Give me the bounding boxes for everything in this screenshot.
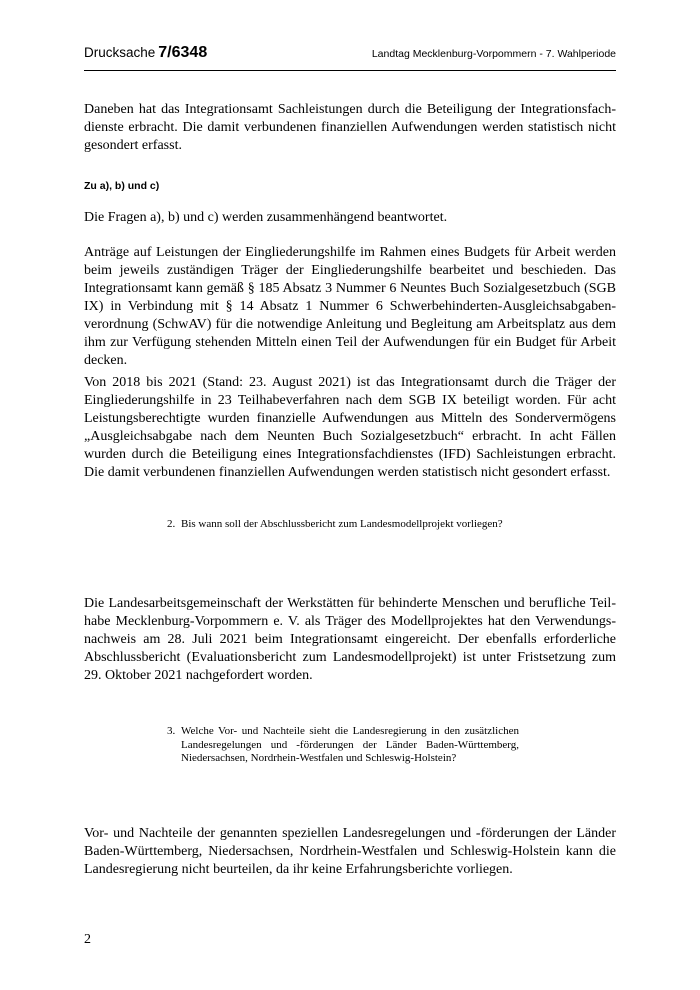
statistics-paragraph: Von 2018 bis 2021 (Stand: 23. August 2021) ist das Integrationsamt durch die Träger der Eingliederungshilfe in 23 Teilhabeverfahren nach dem SGB IX beteiligt worden. Für acht Leistungsberechtigte wurden finanzielle Aufwendungen aus Mitteln des Sondervermögens „Ausgleichsabgabe nach dem Neunten Buch Sozialgesetzbuch“ erbracht. In acht Fällen wurden durch die Beteiligung eines Integrationsfachdienstes (IFD) Sachleistungen erbracht. Die damit verbundenen finanziellen Aufwendungen werden statistisch nicht gesondert erfasst. bbox=[84, 375, 616, 480]
question-2-text: Bis wann soll der Abschlussbericht zum Landesmodellprojekt vorliegen? bbox=[181, 518, 503, 530]
question-2-number: 2. bbox=[167, 518, 176, 530]
page-number: 2 bbox=[84, 932, 91, 947]
question-3-number: 3. bbox=[167, 725, 176, 737]
answer-2-paragraph: Die Landesarbeitsgemeinschaft der Werkstätten für behinderte Menschen und berufliche Teilhabe Mecklenburg-Vorpommern e. V. als Träger des Modellprojektes hat den Verwendungsnachweis am 28. Juli 2021 beim Integrationsamt eingereicht. Der ebenfalls erforderliche Abschlussbericht (Evaluationsbericht zum Landesmodellprojekt) ist unter Fristsetzung zum 29. Oktober 2021 nachgefordert worden. bbox=[84, 596, 616, 683]
combined-answer-paragraph: Die Fragen a), b) und c) werden zusammenhängend beantwortet. bbox=[84, 210, 448, 225]
drucksache-reference bbox=[84, 44, 207, 62]
budget-paragraph: Anträge auf Leistungen der Eingliederungshilfe im Rahmen eines Budgets für Arbeit werden beim jeweils zuständigen Träger der Eingliederungshilfe bearbeitet und beschieden. Das Integrationsamt kann gemäß § 185 Absatz 3 Nummer 6 Neuntes Buch Sozialgesetzbuch (SGB IX) in Verbindung mit § 14 Absatz 1 Nummer 6 Schwerbehinderten-Ausgleichsabgabenverordnung (SchwAV) für die notwendige Anleitung und Begleitung am Arbeitsplatz aus dem ihm zur Verfügung stehenden Mitteln einen Teil der Aufwendungen für ein Budget für Arbeit decken. bbox=[84, 245, 616, 368]
drucksache-label: Drucksache bbox=[84, 45, 156, 60]
parliament-name: Landtag Mecklenburg-Vorpommern - 7. Wahlperiode bbox=[371, 48, 616, 60]
question-3-text: Welche Vor- und Nachteile sieht die Landesregierung in den zusätzlichen Landesregelungen und -förderungen der Länder Baden-Württemberg, Niedersachsen, Nordrhein-Westfalen und Schleswig-Holstein? bbox=[181, 725, 519, 764]
answer-3-paragraph: Vor- und Nachteile der genannten speziellen Landesregelungen und -förderungen der Länder Baden-Württemberg, Niedersachsen, Nordrhein-Westfalen und Schleswig-Holstein kann die Landesregierung nicht beurteilen, da ihr keine Erfahrungsberichte vorliegen. bbox=[84, 826, 616, 877]
drucksache-number: 7/6348 bbox=[158, 44, 208, 61]
intro-paragraph: Daneben hat das Integrationsamt Sachleistungen durch die Beteiligung der Integrationsfachdienste erbracht. Die damit verbundenen finanziellen Aufwendungen werden statistisch nicht gesondert erfasst. bbox=[84, 102, 616, 153]
page-header bbox=[84, 40, 616, 71]
section-heading: Zu a), b) und c) bbox=[84, 180, 160, 192]
